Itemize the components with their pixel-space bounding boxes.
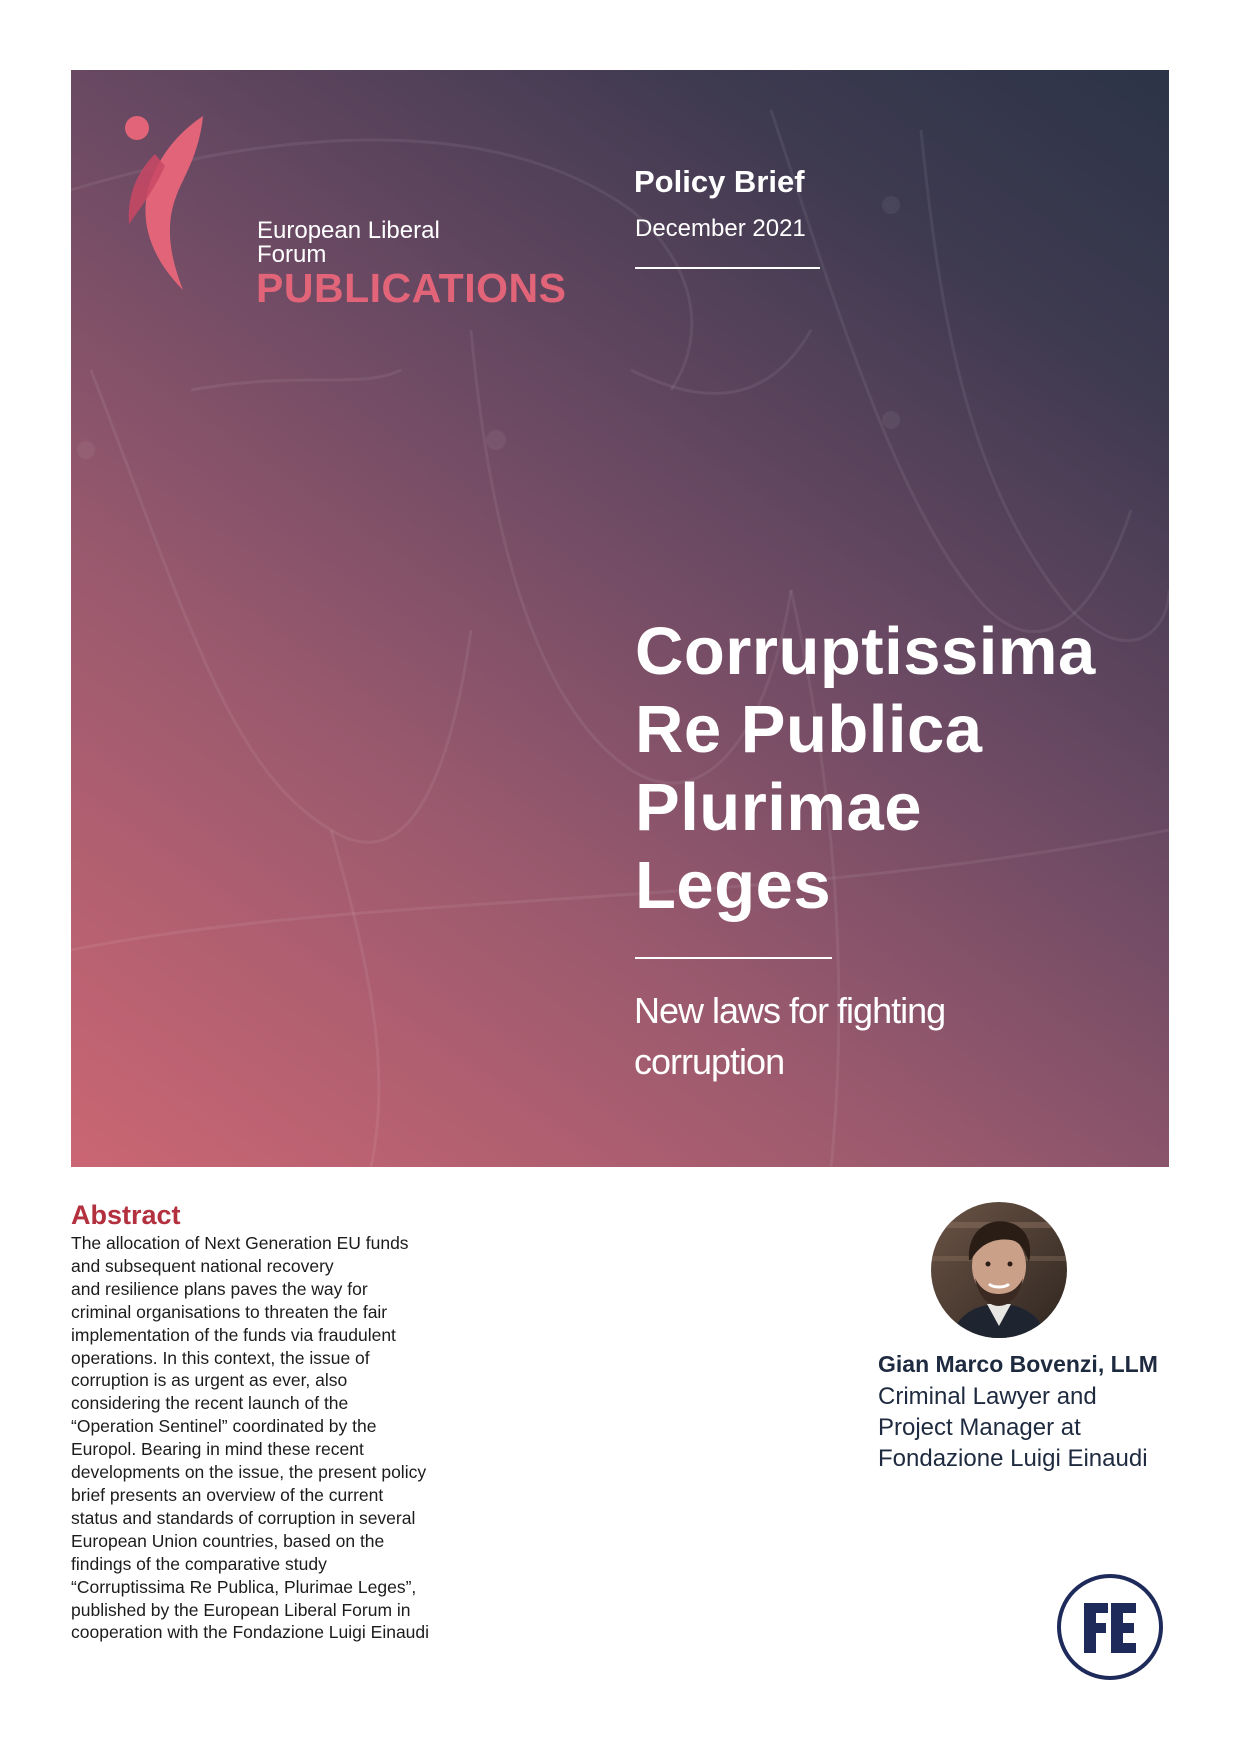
- publisher-logo: [125, 114, 567, 311]
- author-role-line: Fondazione Luigi Einaudi: [878, 1445, 1148, 1472]
- document-subtitle: New laws for fighting corruption: [634, 990, 946, 1082]
- abstract-line: implementation of the funds via fraudulent: [71, 1324, 396, 1345]
- abstract-line: The allocation of Next Generation EU funds: [71, 1233, 409, 1253]
- document-title: [635, 613, 1155, 925]
- title-line: Re Publica: [635, 692, 983, 767]
- fle-logo-icon: [1056, 1573, 1164, 1681]
- abstract-line: considering the recent launch of the: [71, 1393, 349, 1414]
- elf-figure-logo-icon: [125, 114, 215, 294]
- abstract-line: corruption is as urgent as ever, also: [71, 1370, 348, 1391]
- abstract-line: and resilience plans paves the way for: [71, 1278, 368, 1299]
- abstract-line: European Union countries, based on the: [71, 1530, 385, 1551]
- abstract-line: published by the European Liberal Forum in: [71, 1599, 411, 1620]
- publisher-name-line-2: Forum: [257, 241, 327, 268]
- abstract-line: and subsequent national recovery: [71, 1255, 334, 1276]
- abstract-heading: Abstract: [71, 1200, 181, 1230]
- abstract-line: criminal organisations to threaten the fair: [71, 1301, 388, 1322]
- author-portrait-icon: [931, 1202, 1067, 1338]
- abstract-line: findings of the comparative study: [71, 1553, 327, 1574]
- author-role-line: Project Manager at: [878, 1414, 1081, 1441]
- author-role: [878, 1381, 1178, 1474]
- title-line: Plurimae: [635, 770, 923, 845]
- author-role-line: Criminal Lawyer and: [878, 1383, 1097, 1410]
- abstract-body: [71, 1232, 491, 1644]
- cover-hero: [71, 70, 1169, 1167]
- abstract-line: operations. In this context, the issue of: [71, 1347, 370, 1368]
- title-line: Leges: [635, 848, 832, 923]
- abstract-line: “Operation Sentinel” coordinated by the: [71, 1416, 377, 1437]
- partner-logo: [1056, 1573, 1164, 1681]
- publisher-name-line-1: European Liberal: [257, 217, 440, 244]
- publications-label: PUBLICATIONS: [256, 265, 567, 311]
- abstract-line: status and standards of corruption in several: [71, 1507, 416, 1528]
- abstract-line: brief presents an overview of the current: [71, 1484, 384, 1505]
- abstract-line: Europol. Bearing in mind these recent: [71, 1439, 364, 1460]
- abstract-line: cooperation with the Fondazione Luigi Einaudi: [71, 1622, 430, 1643]
- title-line: Corruptissima: [635, 614, 1096, 689]
- brief-type: Policy Brief: [634, 164, 805, 199]
- author-name: Gian Marco Bovenzi, LLM: [878, 1351, 1158, 1377]
- header-divider: [635, 267, 820, 269]
- abstract-line: “Corruptissima Re Publica, Plurimae Leges”,: [71, 1576, 417, 1597]
- title-divider: [635, 957, 832, 959]
- author-avatar: [931, 1202, 1067, 1338]
- abstract-line: developments on the issue, the present policy: [71, 1462, 427, 1483]
- brief-date: December 2021: [635, 215, 806, 242]
